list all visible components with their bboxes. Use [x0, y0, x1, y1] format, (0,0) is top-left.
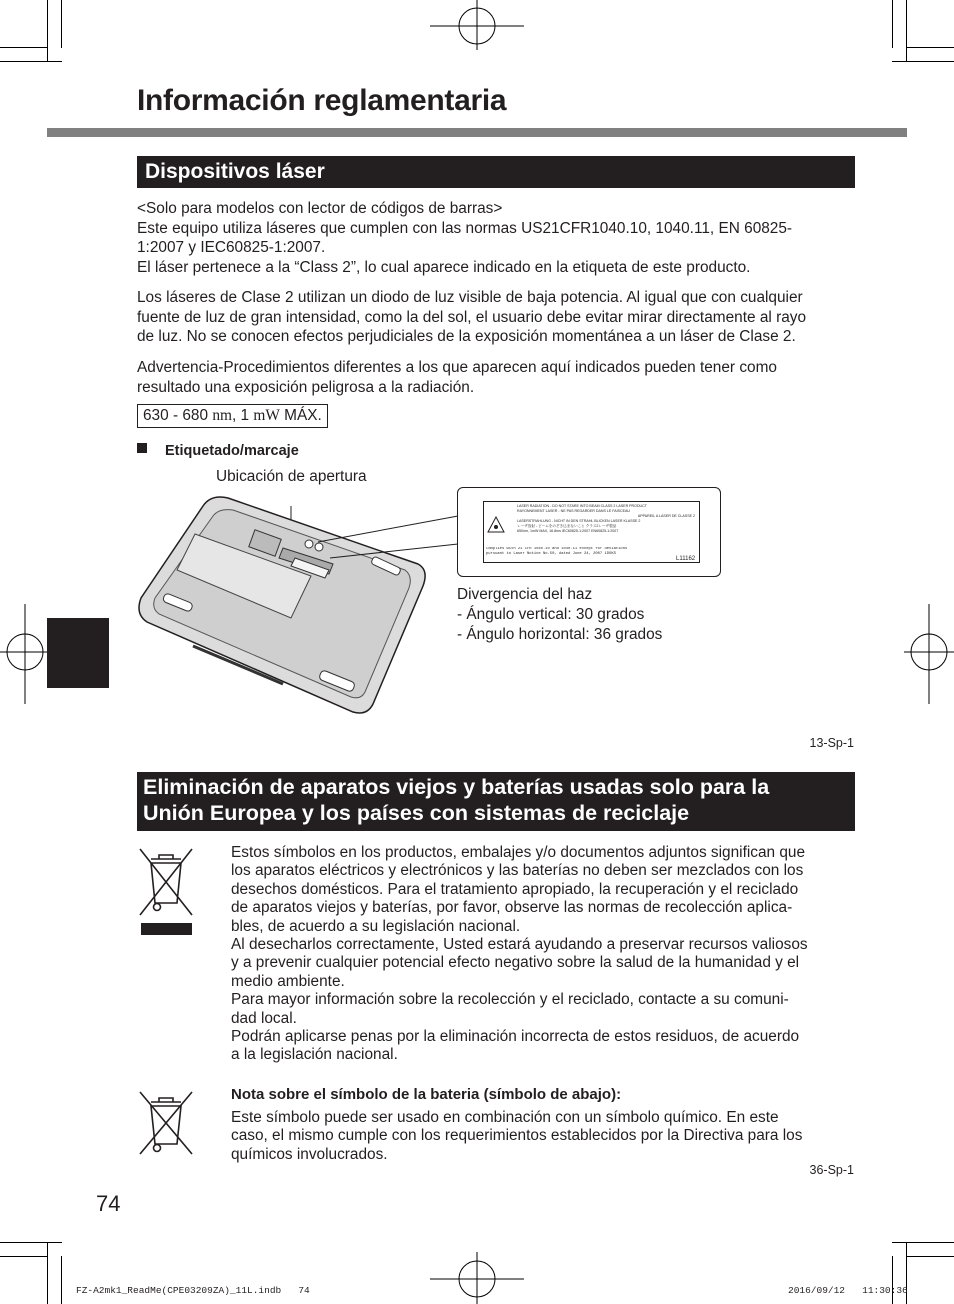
laser-label-text: LASER RADIATION - DO NOT STARE INTO BEAM CLASS 2 LASER PRODUCT RAYONNEMENT LASER - NE PAS REGARDER DANS LE FAISCEAU APPAREIL A LASER DE CLASSE 2 LASERSTRAHLUNG - NICHT IN DEN STRAHL BLICKEN LASER KLASSE 2 レーザ放射 - ビームをのぞき込まないこと クラス2レーザ製品 650nm, 1mW MAX, 16.8ms IEC60825-1:2007 EN60825-1:2007	[517, 504, 695, 533]
text-line: de luz. No se conocen efectos perjudiciales de la exposición momentánea a un láser de Clase 2.	[137, 328, 796, 346]
label-code: L11162	[676, 556, 696, 562]
spec-range: 630 - 680	[143, 407, 213, 424]
text-line: bles, de acuerdo a su legislación nacional.	[231, 917, 521, 935]
registration-mark-bottom	[420, 1252, 534, 1304]
text-line: a la legislación nacional.	[231, 1046, 398, 1064]
spec-unit-nm: nm	[212, 407, 232, 424]
text-line: y a prevenir cualquier potencial efecto negativo sobre la salud de la humanidad y el	[231, 954, 800, 972]
reference-code: 13-Sp-1	[809, 736, 854, 750]
text-line: químicos involucrados.	[231, 1145, 388, 1163]
text-line: Estos símbolos en los productos, embalajes y/o documentos adjuntos significan que	[231, 844, 806, 861]
footer-date: 2016/09/12 11:30:36	[788, 1285, 908, 1296]
reference-code: 36-Sp-1	[809, 1163, 854, 1177]
heading-line: Unión Europea y los países con sistemas de reciclaje	[143, 801, 690, 825]
battery-note-heading: Nota sobre el símbolo de la bateria (símbolo de abajo):	[231, 1086, 622, 1103]
text-line: Divergencia del haz	[457, 586, 593, 603]
registration-mark-right	[904, 604, 954, 704]
disposal-text	[231, 844, 856, 1065]
text-line: caso, el mismo cumple con los requerimientos establecidos por la Directiva para los	[231, 1127, 803, 1145]
text-line: Para mayor información sobre la recolección y el reciclado, contacte a su comuni-	[231, 991, 789, 1009]
page-title: Información reglamentaria	[137, 84, 507, 117]
text-line: Podrán aplicarse penas por la eliminación incorrecta de estos residuos, de acuerdo	[231, 1028, 800, 1046]
laser-intro	[137, 199, 857, 277]
side-tab	[47, 618, 109, 688]
page-number: 74	[96, 1191, 121, 1216]
text-line: Este equipo utiliza láseres que cumplen con las normas US21CFR1040.10, 1040.11, EN 60825-	[137, 219, 793, 237]
aperture-location-label: Ubicación de apertura	[216, 468, 367, 485]
labeling-heading: Etiquetado/marcaje	[165, 443, 299, 459]
battery-disposal-icon	[137, 1088, 195, 1156]
text-line: desechos domésticos. Para el tratamiento apropiado, la recuperación y el reciclado	[231, 880, 799, 898]
text-line: - Ángulo vertical: 30 grados	[457, 606, 645, 623]
warning-paragraph	[137, 358, 857, 397]
registration-mark-left	[0, 604, 50, 704]
text-line: dad local.	[231, 1009, 297, 1027]
title-rule	[47, 128, 907, 137]
heading-line: Eliminación de aparatos viejos y baterías usadas solo para la	[143, 775, 770, 799]
spec-max: MÁX.	[279, 407, 322, 424]
text-line: Advertencia-Procedimientos diferentes a los que aparecen aquí indicados pueden tener como	[137, 359, 777, 376]
registration-mark-top	[420, 0, 534, 50]
laser-warning-icon	[487, 516, 505, 534]
footer-file: FZ-A2mk1_ReadMe(CPE03209ZA)_11L.indb 74	[76, 1285, 310, 1296]
text-line: de aparatos viejos y baterías, por favor, observe las normas de recolección aplica-	[231, 899, 793, 917]
text-line: Los láseres de Clase 2 utilizan un diodo de luz visible de baja potencia. Al igual que con cualquier	[137, 289, 803, 306]
beam-divergence	[457, 585, 662, 645]
laser-label-frame	[457, 487, 721, 577]
text-line: medio ambiente.	[231, 972, 345, 990]
text-line: <Solo para modelos con lector de códigos de barras>	[137, 200, 503, 217]
battery-note-text	[231, 1109, 856, 1164]
square-bullet-icon	[137, 443, 147, 453]
callout-lines	[300, 500, 460, 580]
spec-power: , 1	[231, 407, 254, 424]
crossed-wheelie-bin-icon	[137, 845, 195, 937]
section-heading-disposal	[137, 772, 855, 831]
compliance-text: Complies with 21 CFR 1040.10 and 1040.11 except for deviations pursuant to Laser Notice No.50, dated June 24, 2007 1DOKS	[486, 547, 628, 556]
text-line: - Ángulo horizontal: 36 grados	[457, 626, 663, 643]
text-line: los aparatos eléctricos y electrónicos y las baterías no deben ser mezclados con los	[231, 862, 804, 880]
spec-unit-mw: mW	[253, 407, 280, 424]
text-line: fuente de luz de gran intensidad, como la del sol, el usuario debe evitar mirar directamente al rayo	[137, 308, 807, 326]
text-line: Este símbolo puede ser usado en combinación con un símbolo químico. En este	[231, 1109, 779, 1126]
text-line: 1:2007 y IEC60825-1:2007.	[137, 239, 326, 257]
text-line: El láser pertenece a la “Class 2”, lo cual aparece indicado en la etiqueta de este producto.	[137, 258, 751, 276]
section-heading-laser: Dispositivos láser	[137, 156, 855, 188]
laser-spec-box	[137, 404, 328, 428]
text-line: Al desecharlos correctamente, Usted estará ayudando a preservar recursos valiosos	[231, 936, 808, 954]
text-line: resultado una exposición peligrosa a la radiación.	[137, 378, 475, 396]
laser-class-paragraph	[137, 288, 857, 347]
